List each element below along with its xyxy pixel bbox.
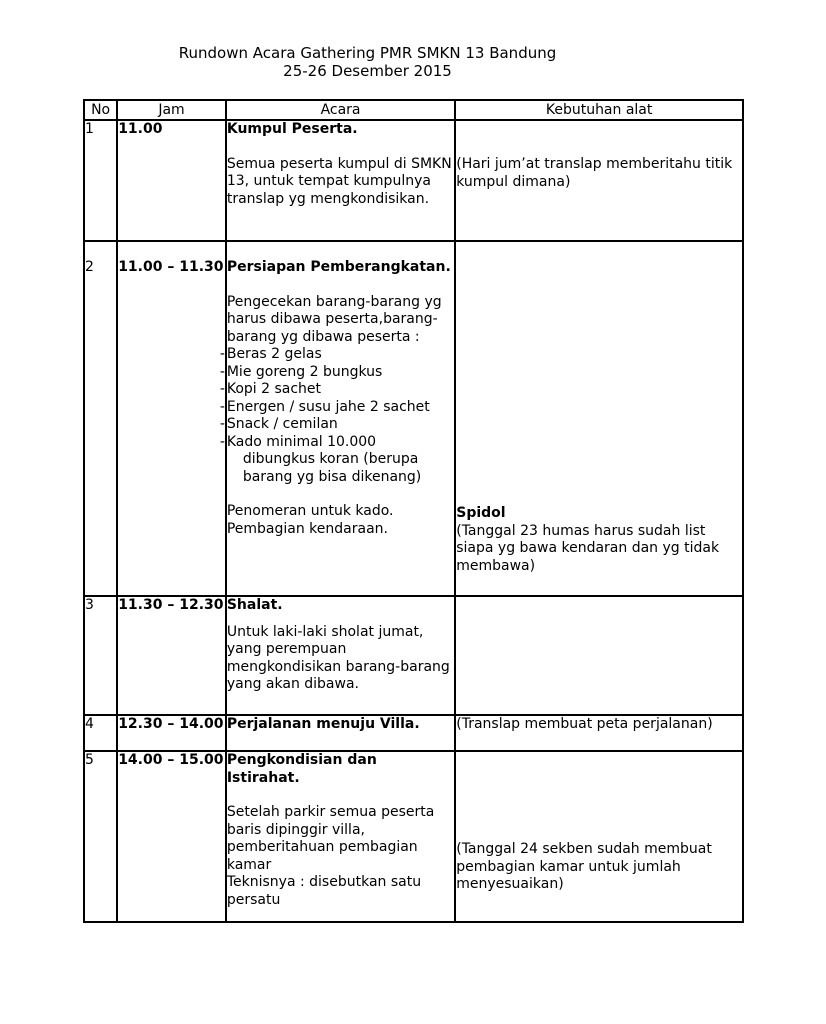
alat-title: Spidol	[456, 505, 506, 521]
list-item: - Beras 2 gelas	[219, 346, 322, 362]
acara-description: Setelah parkir semua peserta baris dipinggir villa, pemberitahuan pembagian kamar	[226, 804, 435, 873]
acara-title: Shalat.	[226, 597, 283, 613]
list-item: - Mie goreng 2 bungkus	[219, 363, 383, 380]
row-no: 5	[84, 751, 117, 922]
acara-title: Pengkondisian dan Istirahat.	[226, 752, 377, 786]
title-line-2: 25-26 Desember 2015	[283, 62, 452, 80]
table-row	[84, 241, 743, 596]
row-kebutuhan-alat	[455, 596, 743, 715]
list-item: - Kopi 2 sachet	[219, 381, 322, 397]
acara-description: Untuk laki-laki sholat jumat, yang perempuan mengkondisikan barang-barang yang akan dibawa.	[226, 623, 450, 692]
list-item: - Kado minimal 10.000	[219, 433, 377, 450]
row-kebutuhan-alat	[455, 751, 743, 922]
row-jam: 11.00	[117, 120, 226, 241]
title-line-1: Rundown Acara Gathering PMR SMKN 13 Bandung	[178, 44, 557, 62]
table-row	[84, 120, 743, 241]
header-jam: Jam	[117, 100, 226, 120]
row-jam: 11.30 – 12.30	[117, 596, 226, 715]
alat-note: (Tanggal 24 sekben sudah membuat pembagian kamar untuk jumlah menyesuaikan)	[456, 841, 712, 892]
table-row	[84, 715, 743, 751]
row-no: 2	[84, 241, 117, 596]
row-acara	[226, 596, 455, 715]
row-no: 3	[84, 596, 117, 715]
alat-note: (Tanggal 23 humas harus sudah list siapa yg bawa kendaran dan yg tidak membawa)	[456, 522, 720, 574]
rundown-table	[83, 99, 744, 923]
row-acara	[226, 120, 455, 241]
row-acara	[226, 715, 455, 751]
list-item: - Snack / cemilan	[219, 416, 338, 432]
document-title	[84, 44, 826, 80]
row-jam: 12.30 – 14.00	[117, 715, 226, 751]
row-kebutuhan-alat	[455, 715, 743, 751]
row-jam: 14.00 – 15.00	[117, 751, 226, 922]
acara-description: Pengecekan barang-barang yg harus dibawa peserta,barang-barang yg dibawa peserta :	[226, 293, 442, 345]
acara-extra-1: Teknisnya : disebutkan satu persatu	[226, 874, 422, 908]
row-acara	[219, 241, 455, 596]
item-list	[219, 346, 454, 451]
header-no: No	[84, 100, 117, 120]
list-item-continuation: dibungkus koran (berupa barang yg bisa dikenang)	[242, 451, 422, 485]
list-item: - Energen / susu jahe 2 sachet	[219, 398, 430, 415]
table-row	[84, 751, 743, 922]
table-row	[84, 596, 743, 715]
row-jam: 11.00 – 11.30	[117, 241, 226, 596]
row-no: 1	[84, 120, 117, 241]
alat-note: (Translap membuat peta perjalanan)	[456, 716, 713, 732]
alat-note: (Hari jum’at translap memberitahu titik kumpul dimana)	[456, 156, 733, 190]
acara-extra-1: Penomeran untuk kado.	[226, 503, 394, 519]
row-acara	[226, 751, 455, 922]
table-header-row	[84, 100, 743, 120]
header-acara: Acara	[226, 100, 455, 120]
row-no: 4	[84, 715, 117, 751]
row-kebutuhan-alat	[455, 120, 743, 241]
header-kebutuhan-alat: Kebutuhan alat	[455, 100, 743, 120]
acara-title: Kumpul Peserta.	[226, 121, 358, 137]
acara-title: Perjalanan menuju Villa.	[226, 716, 420, 732]
acara-extra-2: Pembagian kendaraan.	[226, 520, 388, 537]
row-kebutuhan-alat	[455, 241, 743, 596]
acara-description: Semua peserta kumpul di SMKN 13, untuk tempat kumpulnya translap yg mengkondisikan.	[226, 155, 452, 207]
acara-title: Persiapan Pemberangkatan.	[226, 259, 451, 275]
